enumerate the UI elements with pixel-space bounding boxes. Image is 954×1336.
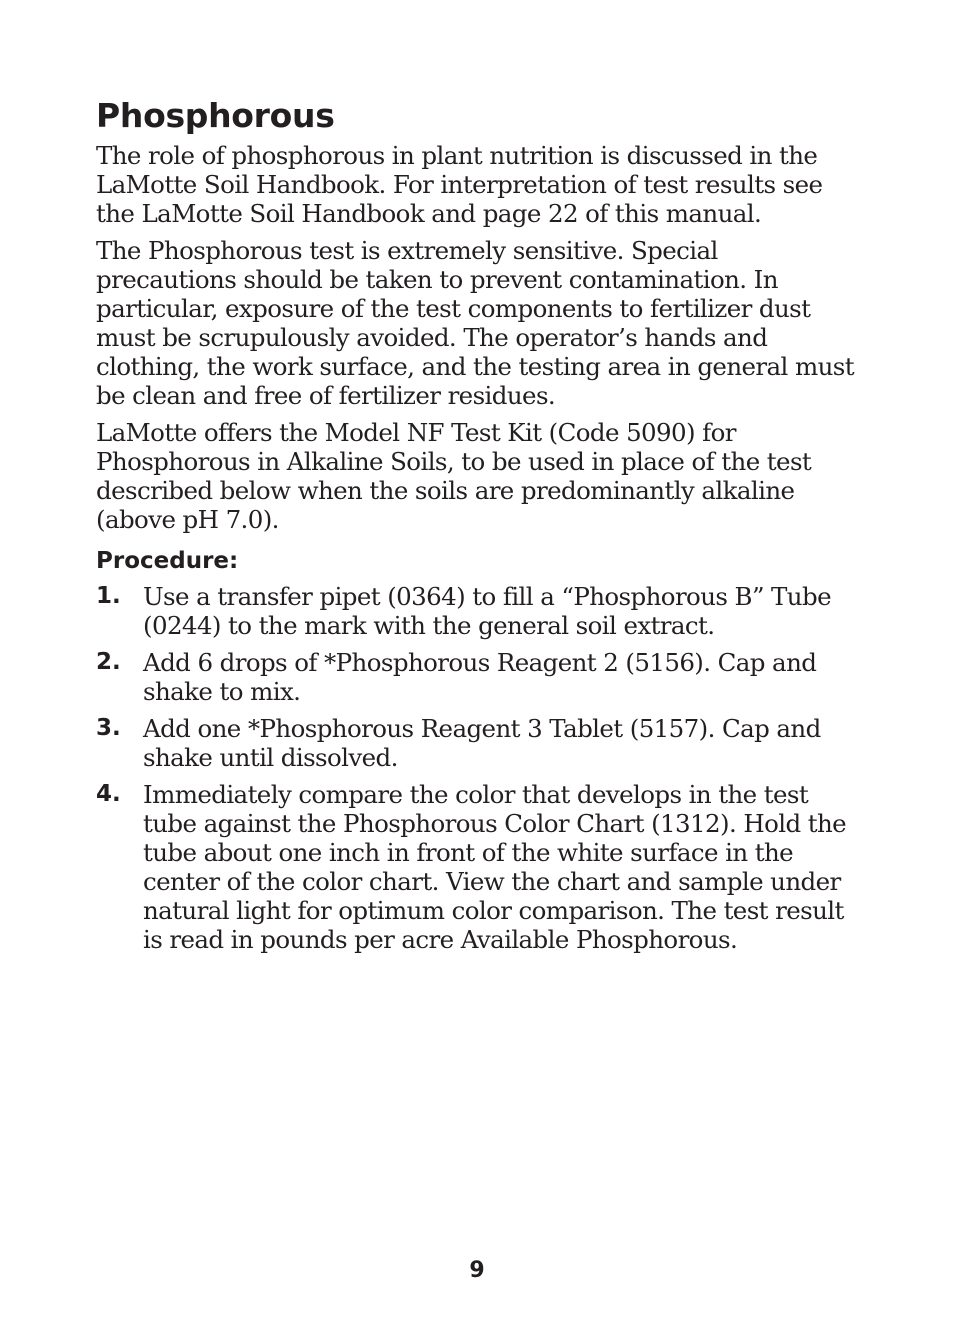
alkaline-kit-paragraph: LaMotte offers the Model NF Test Kit (Code 5090) for Phosphorous in Alkaline Soils, to be used in place of the test described below when the soils are predominantly alkaline (above pH 7.0). — [96, 418, 812, 534]
step-number: 4. — [96, 781, 121, 807]
section-title: Phosphorous — [96, 96, 335, 135]
step-text: Add 6 drops of *Phosphorous Reagent 2 (5156). Cap and shake to mix. — [143, 648, 817, 706]
procedure-step — [96, 780, 864, 954]
procedure-steps — [96, 582, 864, 954]
step-text: Add one *Phosphorous Reagent 3 Tablet (5157). Cap and shake until dissolved. — [143, 714, 821, 772]
document-page — [96, 96, 864, 962]
step-number: 1. — [96, 583, 121, 609]
procedure-step — [96, 648, 864, 706]
procedure-step — [96, 714, 864, 772]
step-number: 2. — [96, 649, 121, 675]
precautions-paragraph: The Phosphorous test is extremely sensitive. Special precautions should be taken to prevent contamination. In particular, exposure of the test components to fertilizer dust must be scrupulously avoided. The operator’s hands and clothing, the work surface, and the testing area in general must be clean and free of fertilizer residues. — [96, 236, 854, 410]
procedure-heading: Procedure: — [96, 548, 239, 574]
page-number: 9 — [469, 1258, 485, 1283]
step-text: Immediately compare the color that develops in the test tube against the Phosphorous Color Chart (1312). Hold the tube about one inch in front of the white surface in the center of the color chart. View the chart and sample under natural light for optimum color comparison. The test result is read in pounds per acre Available Phosphorous. — [143, 780, 847, 954]
step-number: 3. — [96, 715, 121, 741]
intro-paragraph: The role of phosphorous in plant nutrition is discussed in the LaMotte Soil Handbook. For interpretation of test results see the LaMotte Soil Handbook and page 22 of this manual. — [96, 141, 823, 228]
step-text: Use a transfer pipet (0364) to fill a “Phosphorous B” Tube (0244) to the mark with the general soil extract. — [143, 582, 831, 640]
procedure-step — [96, 582, 864, 640]
